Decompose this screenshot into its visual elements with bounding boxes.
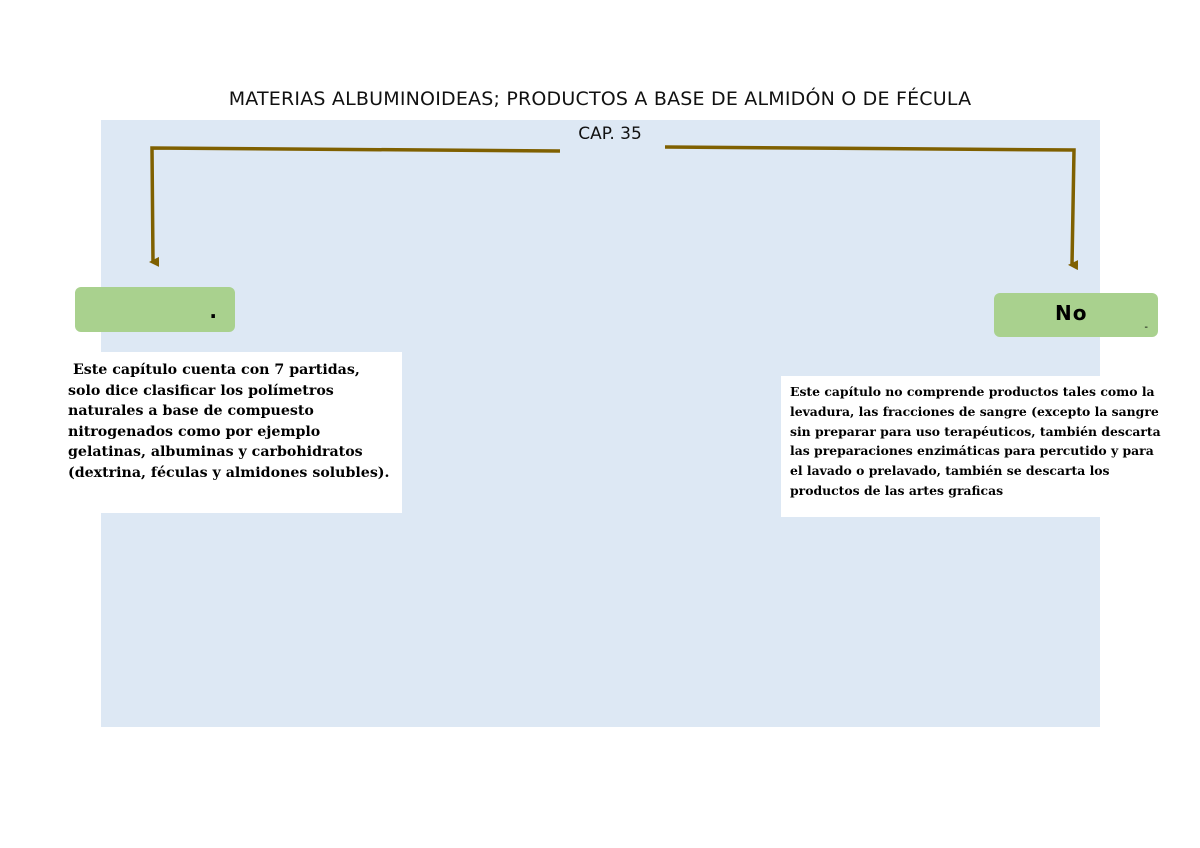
chapter-label: CAP. 35	[578, 124, 642, 144]
diagram-title: MATERIAS ALBUMINOIDEAS; PRODUCTOS A BASE DE ALMIDÓN O DE FÉCULA	[228, 88, 972, 110]
right-connector	[665, 147, 1074, 265]
left-category-badge	[75, 287, 235, 332]
left-note-text: Este capítulo cuenta con 7 partidas, solo dice clasificar los polímetros naturales a base de compuesto nitrogenados como por ejemplo gelatinas, albuminas y carbohidratos (dextrina, féculas y almidones solubles).	[62, 352, 402, 513]
right-badge-mark: -	[1144, 322, 1148, 333]
left-connector	[152, 148, 560, 262]
right-note-text: Este capítulo no comprende productos tales como la levadura, las fracciones de sangre (excepto la sangre sin preparar para uso terapéuticos, también descarta las preparaciones enzimáticas para percutido y para el lavado o prelavado, también se descarta los productos de las artes graficas	[781, 376, 1176, 517]
right-badge-label: No	[1055, 301, 1088, 325]
left-badge-label: .	[209, 299, 217, 323]
right-category-badge	[994, 293, 1158, 337]
